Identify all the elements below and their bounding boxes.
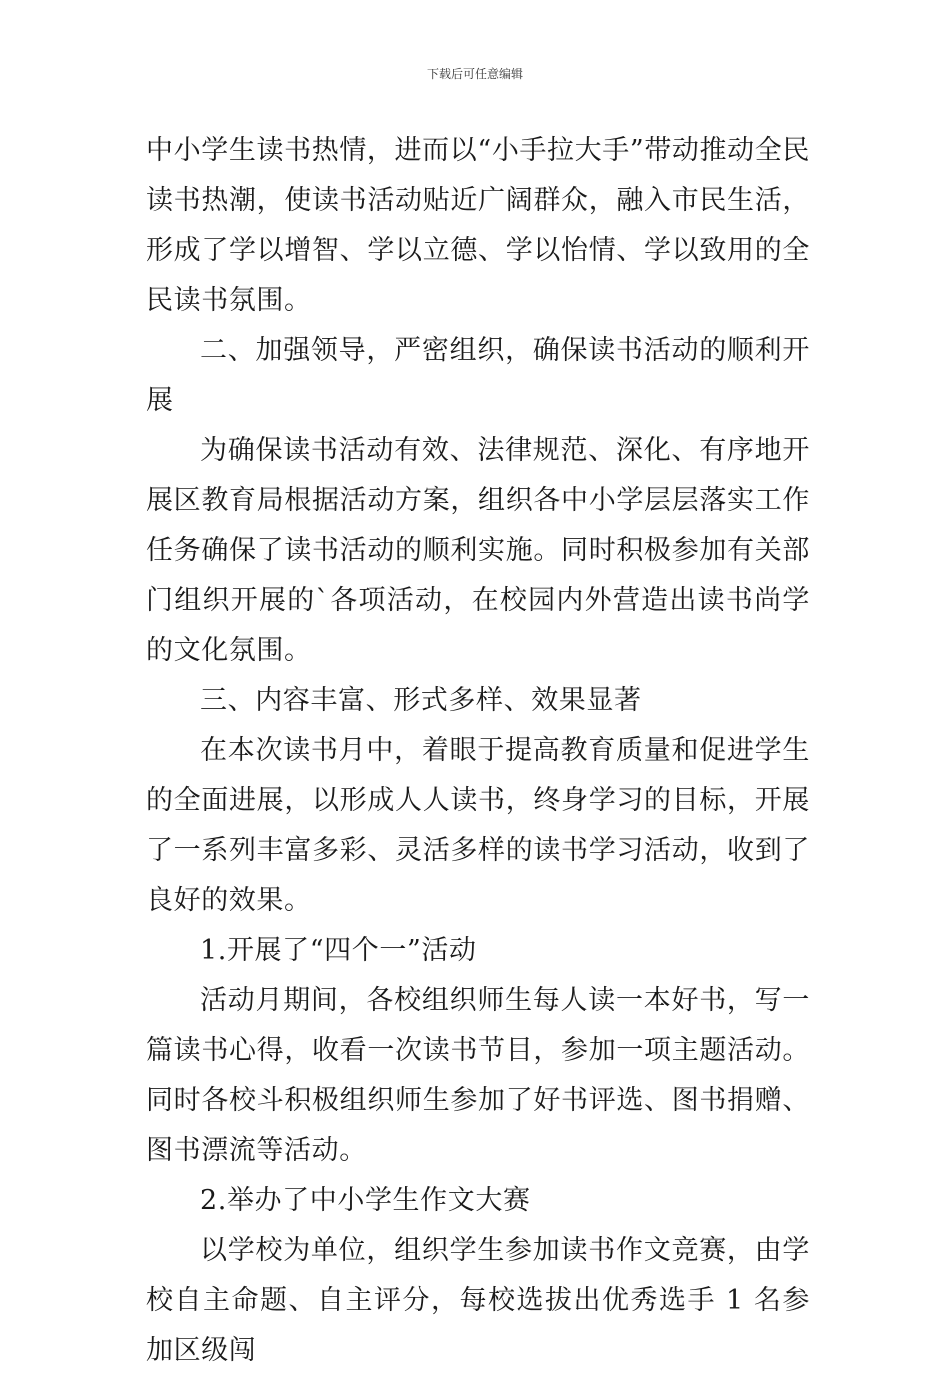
- section-heading-2: 二、加强领导，严密组织，确保读书活动的顺利开展: [146, 335, 810, 416]
- subheading-1: 1.开展了“四个一”活动: [200, 935, 477, 966]
- paragraph-intro-continued: 中小学生读书热情，进而以“小手拉大手”带动推动全民读书热潮，使读书活动贴近广阔群众，融入市民生活，形成了学以增智、学以立德、学以怡情、学以致用的全民读书氛围。: [146, 135, 810, 316]
- paragraph-subsection-2: 以学校为单位，组织学生参加读书作文竞赛，由学校自主命题、自主评分，每校选拔出优秀选手 1 名参加区级闯: [146, 1235, 810, 1366]
- paragraph-subsection-1: 活动月期间，各校组织师生每人读一本好书，写一篇读书心得，收看一次读书节目，参加一项主题活动。同时各校斗积极组织师生参加了好书评选、图书捐赠、图书漂流等活动。: [146, 985, 810, 1166]
- paragraph-section-2: 为确保读书活动有效、法律规范、深化、有序地开展区教育局根据活动方案，组织各中小学层层落实工作任务确保了读书活动的顺利实施。同时积极参加有关部门组织开展的`各项活动，在校园内外营造出读书尚学的文化氛围。: [146, 435, 810, 666]
- paragraph-section-3: 在本次读书月中，着眼于提高教育质量和促进学生的全面进展，以形成人人读书，终身学习的目标，开展了一系列丰富多彩、灵活多样的读书学习活动，收到了良好的效果。: [146, 735, 810, 916]
- section-heading-3: 三、内容丰富、形式多样、效果显著: [200, 685, 642, 716]
- page-header: 下载后可任意编辑: [426, 67, 523, 81]
- document-body: [146, 126, 810, 1376]
- subheading-2: 2.举办了中小学生作文大赛: [200, 1185, 531, 1216]
